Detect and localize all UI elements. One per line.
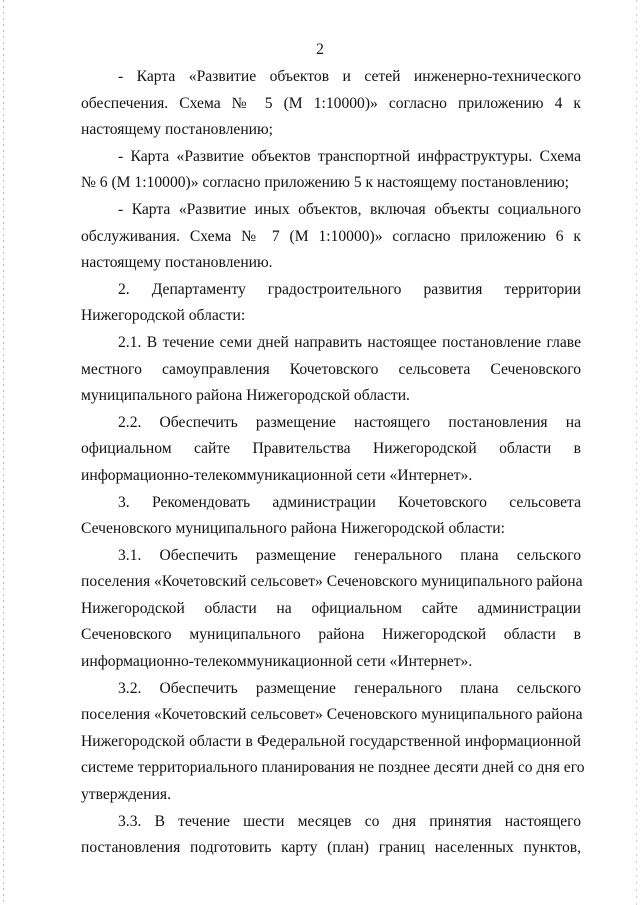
text-line: Сеченовского муниципального района Нижегородской области: [81,520,505,538]
text-line: поселения «Кочетовский сельсовет» Сеченовского муниципального района [81,706,583,724]
text-line: 3.3. В течение шести месяцев со дня принятия настоящего [118,812,581,830]
text-line: - Карта «Развитие объектов транспортной инфраструктуры. Схема [118,147,581,165]
text-line: поселения «Кочетовский сельсовет» Сеченовского муниципального района [81,573,583,591]
text-line: Нижегородской области: [81,307,246,325]
text-line: официальном сайте Правительства Нижегородской области в [81,440,581,458]
text-line: № 6 (М 1:10000)» согласно приложению 5 к настоящему постановлению; [81,174,570,192]
scan-edge-right [636,0,637,905]
text-line: - Карта «Развитие объектов и сетей инженерно-технического [118,68,581,85]
text-line: обеспечения. Схема № 5 (М 1:10000)» согласно приложению 4 к [81,94,581,112]
text-line: Нижегородской области в Федеральной государственной информационной [81,732,581,750]
text-line: Сеченовского муниципального района Нижегородской области в [81,626,581,644]
text-line: муниципального района Нижегородской области. [81,387,410,405]
text-line: 3.1. Обеспечить размещение генерального плана сельского [118,546,581,564]
text-line: 2.1. В течение семи дней направить настоящее постановление главе [118,333,581,351]
text-line: 3.2. Обеспечить размещение генерального плана сельского [118,679,581,697]
text-line: настоящему постановлению. [81,254,273,272]
text-line: 3. Рекомендовать администрации Кочетовского сельсовета [118,493,581,511]
text-line: утверждения. [81,786,171,804]
scan-edge-left [3,0,4,905]
text-line: информационно-телекоммуникационной сети «Интернет». [81,653,473,671]
page-number: 2 [316,41,324,58]
text-line: местного самоуправления Кочетовского сельсовета Сеченовского [81,360,581,378]
text-line: - Карта «Развитие иных объектов, включая объекты социального [118,200,581,218]
text-line: 2. Департаменту градостроительного развития территории [118,280,581,298]
text-line: постановления подготовить карту (план) границ населенных пунктов, [81,839,581,857]
document-body [81,64,585,862]
text-line: настоящему постановлению; [81,121,274,139]
text-line: информационно-телекоммуникационной сети «Интернет». [81,466,473,484]
text-line: Нижегородской области на официальном сайте администрации [81,599,581,617]
text-line: системе территориального планирования не позднее десяти дней со дня его [81,759,585,777]
text-line: обслуживания. Схема № 7 (М 1:10000)» согласно приложению 6 к [81,227,581,245]
text-line: 2.2. Обеспечить размещение настоящего постановления на [118,413,581,431]
